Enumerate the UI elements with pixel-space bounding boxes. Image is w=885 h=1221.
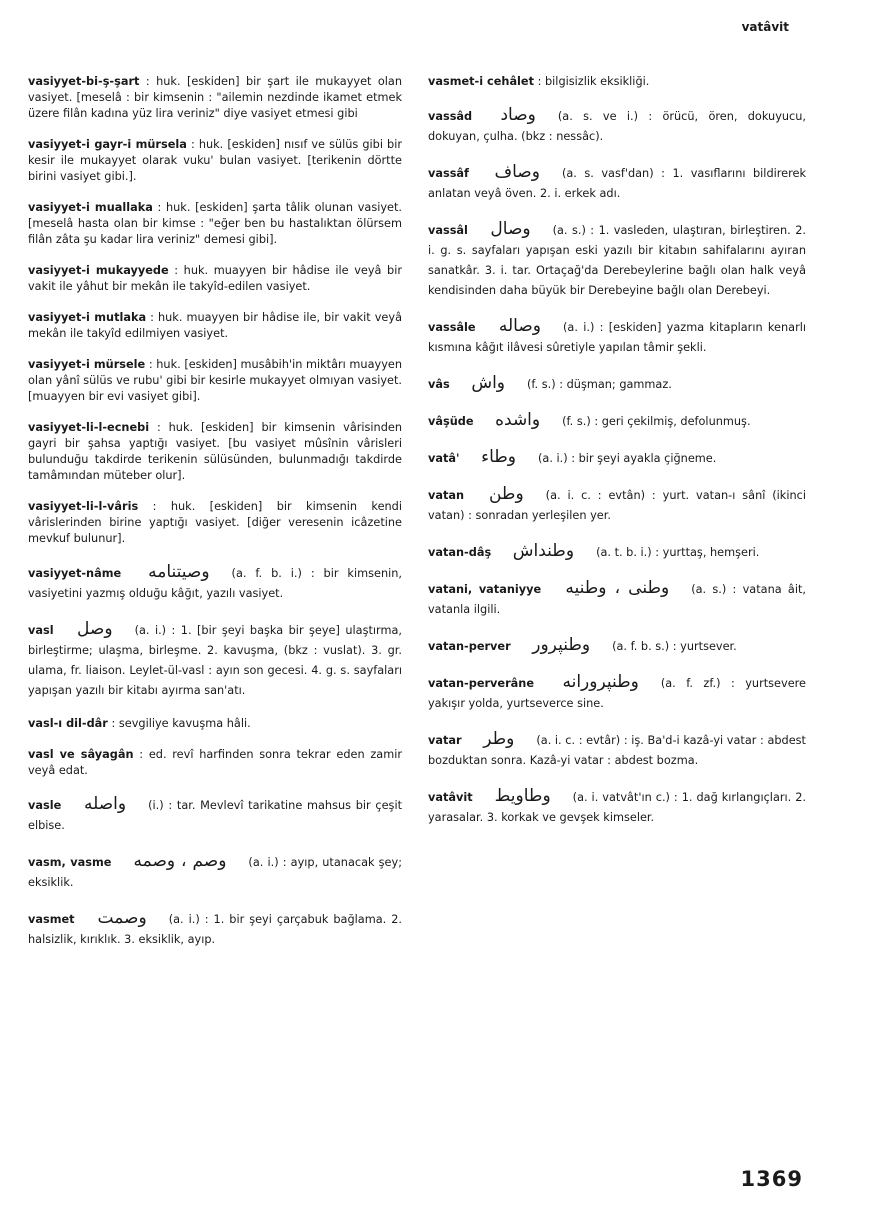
dictionary-entry	[28, 619, 402, 701]
entry-arabic-script: واصله	[83, 794, 127, 814]
entry-headword: vasiyyet-i mutlaka	[28, 311, 147, 324]
entry-definition: (a. f. b. i.) : bir kimsenin, vasiyetini yazmış olduğu kâğıt, yazılı vasiyet.	[28, 567, 402, 600]
dictionary-entry	[428, 162, 806, 204]
entry-headword: vassâle	[428, 321, 476, 334]
entry-definition: : bilgisizlik eksikliği.	[537, 75, 650, 88]
entry-headword: vatan	[428, 489, 465, 502]
entry-headword: vassâl	[428, 224, 468, 237]
entry-headword: vasl	[28, 624, 54, 637]
entry-definition: (a. s.) : vatana âit, vatanla ilgili.	[428, 583, 806, 616]
entry-definition: : huk. muayyen bir hâdise ile veyâ bir vakit ile yâhut bir mekân ile takyîd-edilen vasiyet.	[28, 264, 403, 293]
entry-arabic-script: وطنی ، وطنيه	[565, 578, 670, 598]
entry-definition: (a. i.) : [eskiden] yazma kitapların kenarlı kısmına kâğıt ilâvesi sûretiyle yapılan tâmir şekli.	[428, 321, 806, 354]
dictionary-entry	[428, 484, 806, 526]
dictionary-entry	[428, 729, 806, 771]
entry-definition: (a. i.) : 1. [bir şeyi başka bir şeye] ulaştırma, birleştirme; ulaşma, birleşme. 2. kavuşma, (bkz : vuslat). 3. gr. ulama, fr. liaison. Leylet-ül-vasl : ayın son gecesi. 4. g. s. sayfaları yapışan yazılı bir kitabı ayırma san'atı.	[28, 624, 402, 697]
entry-headword: vasiyyet-li-l-vâris	[28, 500, 139, 513]
dictionary-entry	[428, 635, 806, 657]
entry-arabic-script: وطاويط	[494, 786, 551, 806]
entry-definition: (a. s. ve i.) : örücü, ören, dokuyucu, dokuyan, çulha. (bkz : nessâc).	[428, 110, 807, 143]
entry-definition: (a. i. c. : evtân) : yurt. vatan-ı sânî (ikinci vatan) : sonradan yerleşilen yer.	[428, 489, 806, 522]
entry-headword: vasiyyet-nâme	[28, 567, 122, 580]
entry-definition: (a. f. b. s.) : yurtsever.	[612, 640, 737, 653]
dictionary-entry	[28, 499, 402, 547]
dictionary-entry	[28, 851, 402, 893]
entry-definition: (i.) : tar. Mevlevî tarikatine mahsus bir çeşit elbise.	[28, 799, 403, 832]
entry-headword: vatani, vataniyye	[428, 583, 542, 596]
dictionary-entry	[428, 316, 806, 358]
right-column	[428, 74, 806, 843]
entry-headword: vasl-ı dil-dâr	[28, 717, 108, 730]
entry-arabic-script: واش	[471, 373, 505, 393]
entry-arabic-script: وطنداش	[512, 541, 575, 561]
entry-arabic-script: وصل	[77, 619, 113, 639]
entry-definition: : huk. [eskiden] musâbih'in miktârı muayyen olan yânî sülüs ve rubu' gibi bir kesirle mukayyet olmıyan vasiyet. [muayyen bir evi vasiyet gibi].	[28, 358, 402, 403]
dictionary-entry	[428, 447, 806, 469]
entry-definition: (a. i.) : bir şeyi ayakla çiğneme.	[538, 452, 717, 465]
running-header: vatâvit	[741, 20, 789, 34]
entry-arabic-script: وطاء	[481, 447, 516, 467]
dictionary-entry	[428, 672, 806, 714]
entry-headword: vatan-dâş	[428, 546, 492, 559]
dictionary-entry	[28, 74, 402, 122]
entry-headword: vasiyyet-i mukayyede	[28, 264, 169, 277]
dictionary-entry	[28, 200, 402, 248]
entry-definition: : huk. [eskiden] bir kimsenin kendi vârislerinden birine yaptığı vasiyet. [diğer veresenin icâzetine mevkuf bulunur].	[28, 500, 402, 545]
dictionary-entry	[28, 310, 402, 342]
entry-definition: (a. s. vasf'dan) : 1. vasıflarını bildirerek anlatan veyâ öven. 2. i. erkek adı.	[428, 167, 806, 200]
dictionary-entry	[428, 373, 806, 395]
entry-definition: : huk. [eskiden] bir şart ile mukayyet olan vasiyet. [meselâ : bir kimsenin : "ailemin nezdinde ikamet etmek üzere filân kadına yüz lira veriniz" diye vasiyet etmesi gibi	[28, 75, 403, 120]
entry-headword: vasl ve sâyagân	[28, 748, 134, 761]
dictionary-entry	[428, 578, 806, 620]
entry-headword: vasiyyet-bi-ş-şart	[28, 75, 140, 88]
entry-definition: (f. s.) : düşman; gammaz.	[527, 378, 672, 391]
entry-headword: vasmet-i cehâlet	[428, 75, 534, 88]
entry-headword: vassâf	[428, 167, 469, 180]
entry-arabic-script: وطنپرور	[532, 635, 591, 655]
entry-headword: vatâ'	[428, 452, 460, 465]
entry-arabic-script: وصاف	[494, 162, 540, 182]
dictionary-entry	[28, 137, 402, 185]
entry-definition: (a. i. c. : evtâr) : iş. Ba'd-i kazâ-yi vatar : abdest bozduktan sonra. Kazâ-yi vatar : abdest bozma.	[428, 734, 806, 767]
entry-headword: vatan-perverâne	[428, 677, 534, 690]
dictionary-entry	[28, 562, 402, 604]
entry-headword: vatar	[428, 734, 462, 747]
entry-arabic-script: وطر	[483, 729, 515, 749]
dictionary-entry	[428, 74, 806, 90]
dictionary-entry	[428, 786, 806, 828]
entry-headword: vasmet	[28, 913, 75, 926]
dictionary-entry	[28, 747, 402, 779]
entry-definition: (f. s.) : geri çekilmiş, defolunmuş.	[562, 415, 751, 428]
entry-headword: vatâvit	[428, 791, 473, 804]
dictionary-entry	[28, 908, 402, 950]
entry-headword: vâşüde	[428, 415, 474, 428]
dictionary-entry	[28, 357, 402, 405]
entry-definition: : huk. [eskiden] nısıf ve sülüs gibi bir kesir ile mukayyet olarak vuku' bulan vasiyet. [terikenin dörtte birini vasiyet gibi.].	[28, 138, 403, 183]
entry-definition: (a. i. vatvât'ın c.) : 1. dağ kırlangıçları. 2. yarasalar. 3. korkak ve gevşek kimseler.	[428, 791, 807, 824]
entry-headword: vasm, vasme	[28, 856, 112, 869]
entry-headword: vasiyyet-li-l-ecnebi	[28, 421, 150, 434]
dictionary-entry	[428, 219, 806, 301]
dictionary-entry	[428, 541, 806, 563]
entry-definition: (a. i.) : ayıp, utanacak şey; eksiklik.	[28, 856, 402, 889]
entry-arabic-script: وصم ، وصمه	[133, 851, 227, 871]
dictionary-entry	[28, 716, 402, 732]
entry-arabic-script: وصيتنامه	[148, 562, 210, 582]
entry-arabic-script: وطنپرورانه	[562, 672, 639, 692]
entry-definition: (a. f. zf.) : yurtsevere yakışır yolda, yurtseverce sine.	[428, 677, 806, 710]
dictionary-entry	[428, 105, 806, 147]
entry-definition: : huk. [eskiden] bir kimsenin vârisinden gayri bir şahsa yaptığı vasiyet. [bu vasiyet mûsînin vârisleri bulunduğu takdirde terikenin sülüsünden, bulunmadığı takdirde tamâmından müteber olur].	[28, 421, 402, 482]
entry-headword: vasiyyet-i muallaka	[28, 201, 153, 214]
entry-headword: vassâd	[428, 110, 473, 123]
dictionary-entry	[28, 794, 402, 836]
entry-headword: vasle	[28, 799, 62, 812]
entry-headword: vâs	[428, 378, 450, 391]
entry-headword: vatan-perver	[428, 640, 511, 653]
entry-definition: : sevgiliye kavuşma hâli.	[111, 717, 251, 730]
entry-arabic-script: وصال	[490, 219, 531, 239]
entry-arabic-script: وطن	[488, 484, 524, 504]
page-number: 1369	[740, 1167, 803, 1191]
entry-headword: vasiyyet-i gayr-i mürsela	[28, 138, 187, 151]
entry-arabic-script: واشده	[495, 410, 541, 430]
entry-arabic-script: وصاله	[498, 316, 542, 336]
entry-arabic-script: وصمت	[97, 908, 147, 928]
entry-definition: (a. s.) : 1. vasleden, ulaştıran, birleştiren. 2. i. g. s. sayfaları yapışan eski yazılı bir kitabın sahifalarını ayıran sanatkâr. 3. i. tar. Ortaçağ'da Derebeylerine bağlı olan halk veyâ kendisinden daha büyük bir Derebeyine bağlı olan Derebeyi.	[428, 224, 806, 297]
dictionary-entry	[28, 263, 402, 295]
entry-definition: (a. i.) : 1. bir şeyi çarçabuk bağlama. 2. halsizlik, kırıklık. 3. eksiklik, ayıp.	[28, 913, 402, 946]
entry-headword: vasiyyet-i mürsele	[28, 358, 146, 371]
dictionary-entry	[428, 410, 806, 432]
entry-definition: : ed. revî harfinden sonra tekrar eden zamir veyâ edat.	[28, 748, 403, 777]
entry-definition: : huk. [eskiden] şarta tâlik olunan vasiyet. [meselâ hasta olan bir kimse : "eğer ben bu hastalıktan ölürsem filân zâta şu kadar lira veriniz" demesi gibi].	[28, 201, 403, 246]
entry-definition: (a. t. b. i.) : yurttaş, hemşeri.	[596, 546, 760, 559]
entry-definition: : huk. muayyen bir hâdise ile, bir vakit veyâ mekân ile takyîd edilmiyen vasiyet.	[28, 311, 402, 340]
dictionary-entry	[28, 420, 402, 484]
left-column	[28, 74, 402, 965]
entry-arabic-script: وصاد	[500, 105, 536, 125]
